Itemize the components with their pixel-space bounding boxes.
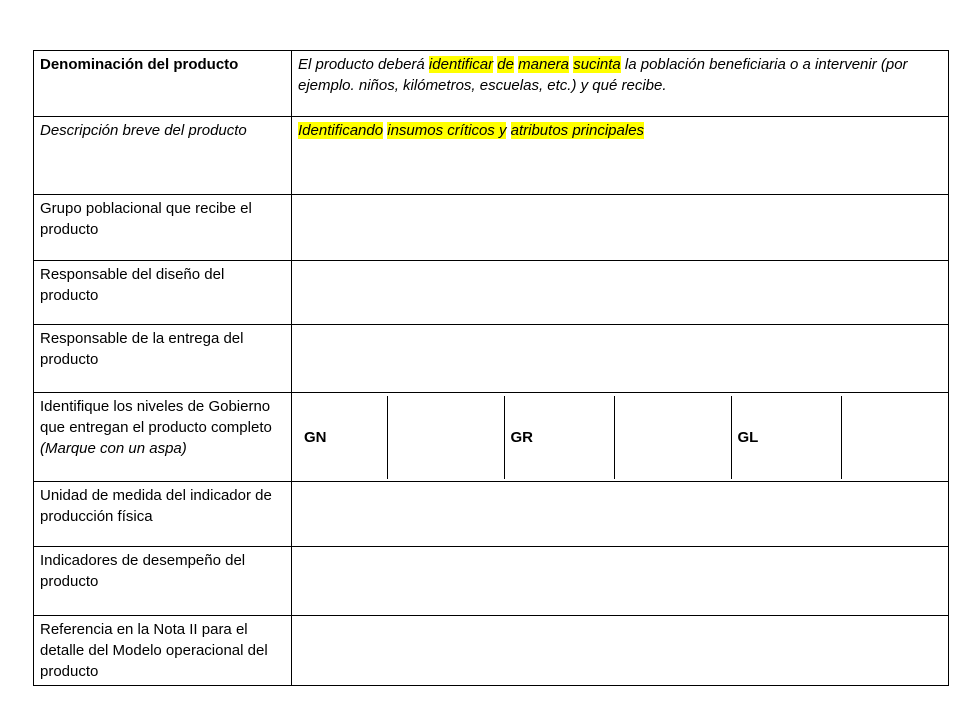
value-indicadores-desempeno[interactable] [292,546,949,615]
level-gl-checkbox[interactable] [841,396,942,479]
row-descripcion [34,116,949,194]
level-gr-checkbox[interactable] [614,396,731,479]
row-responsable-entrega [34,324,949,392]
value-grupo-poblacional[interactable] [292,195,949,261]
level-gl-label: GL [731,396,841,479]
highlighted-text: identificar [428,56,494,73]
highlighted-text: atributos [510,121,569,139]
highlighted-text: manera [518,56,570,73]
value-responsable-entrega[interactable] [292,324,949,392]
label-unidad-medida: Unidad de medida del indicador de producción física [34,482,292,547]
label-niveles-gobierno [34,392,292,481]
row-unidad-medida [34,482,949,547]
row-responsable-diseno [34,260,949,324]
label-denominacion: Denominación del producto [34,51,292,117]
niveles-gobierno-text: Identifique los niveles de Gobierno que entregan el producto completo [40,397,272,436]
value-descripcion[interactable] [292,116,949,194]
government-levels-table [298,396,942,479]
label-responsable-entrega: Responsable de la entrega del producto [34,324,292,392]
level-gr-label: GR [504,396,614,479]
row-indicadores-desempeno [34,546,949,615]
label-indicadores-desempeno: Indicadores de desempeño del producto [34,546,292,615]
label-referencia-nota: Referencia en la Nota II para el detalle del Modelo operacional del producto [34,615,292,685]
niveles-gobierno-note: (Marque con un aspa) [40,439,187,457]
row-denominacion [34,51,949,117]
highlighted-text: críticos [443,121,499,139]
text-fragment: El producto deberá [298,56,429,73]
product-form-table [33,50,949,686]
text-fragment: la población beneficiaria o a intervenir (por ejemplo. niños, kilómetros, escuelas, etc.) y qué recibe. [298,56,908,94]
row-grupo-poblacional [34,195,949,261]
text-fragment [506,122,510,139]
value-denominacion[interactable] [292,51,949,117]
level-gn-checkbox[interactable] [387,396,504,479]
level-gn-label: GN [304,428,327,446]
row-referencia-nota [34,615,949,685]
highlighted-text: insumos [387,121,444,139]
highlighted-text: Identificando [298,121,384,139]
highlighted-text: principales [568,121,645,139]
label-descripcion: Descripción breve del producto [34,116,292,194]
label-grupo-poblacional: Grupo poblacional que recibe el producto [34,195,292,261]
niveles-gobierno-grid [292,392,949,481]
highlighted-text: y [498,121,507,139]
highlighted-text: de [497,56,514,73]
value-responsable-diseno[interactable] [292,260,949,324]
value-unidad-medida[interactable] [292,482,949,547]
highlighted-text: sucinta [573,56,621,73]
row-niveles-gobierno [34,392,949,481]
label-responsable-diseno: Responsable del diseño del producto [34,260,292,324]
value-referencia-nota[interactable] [292,615,949,685]
